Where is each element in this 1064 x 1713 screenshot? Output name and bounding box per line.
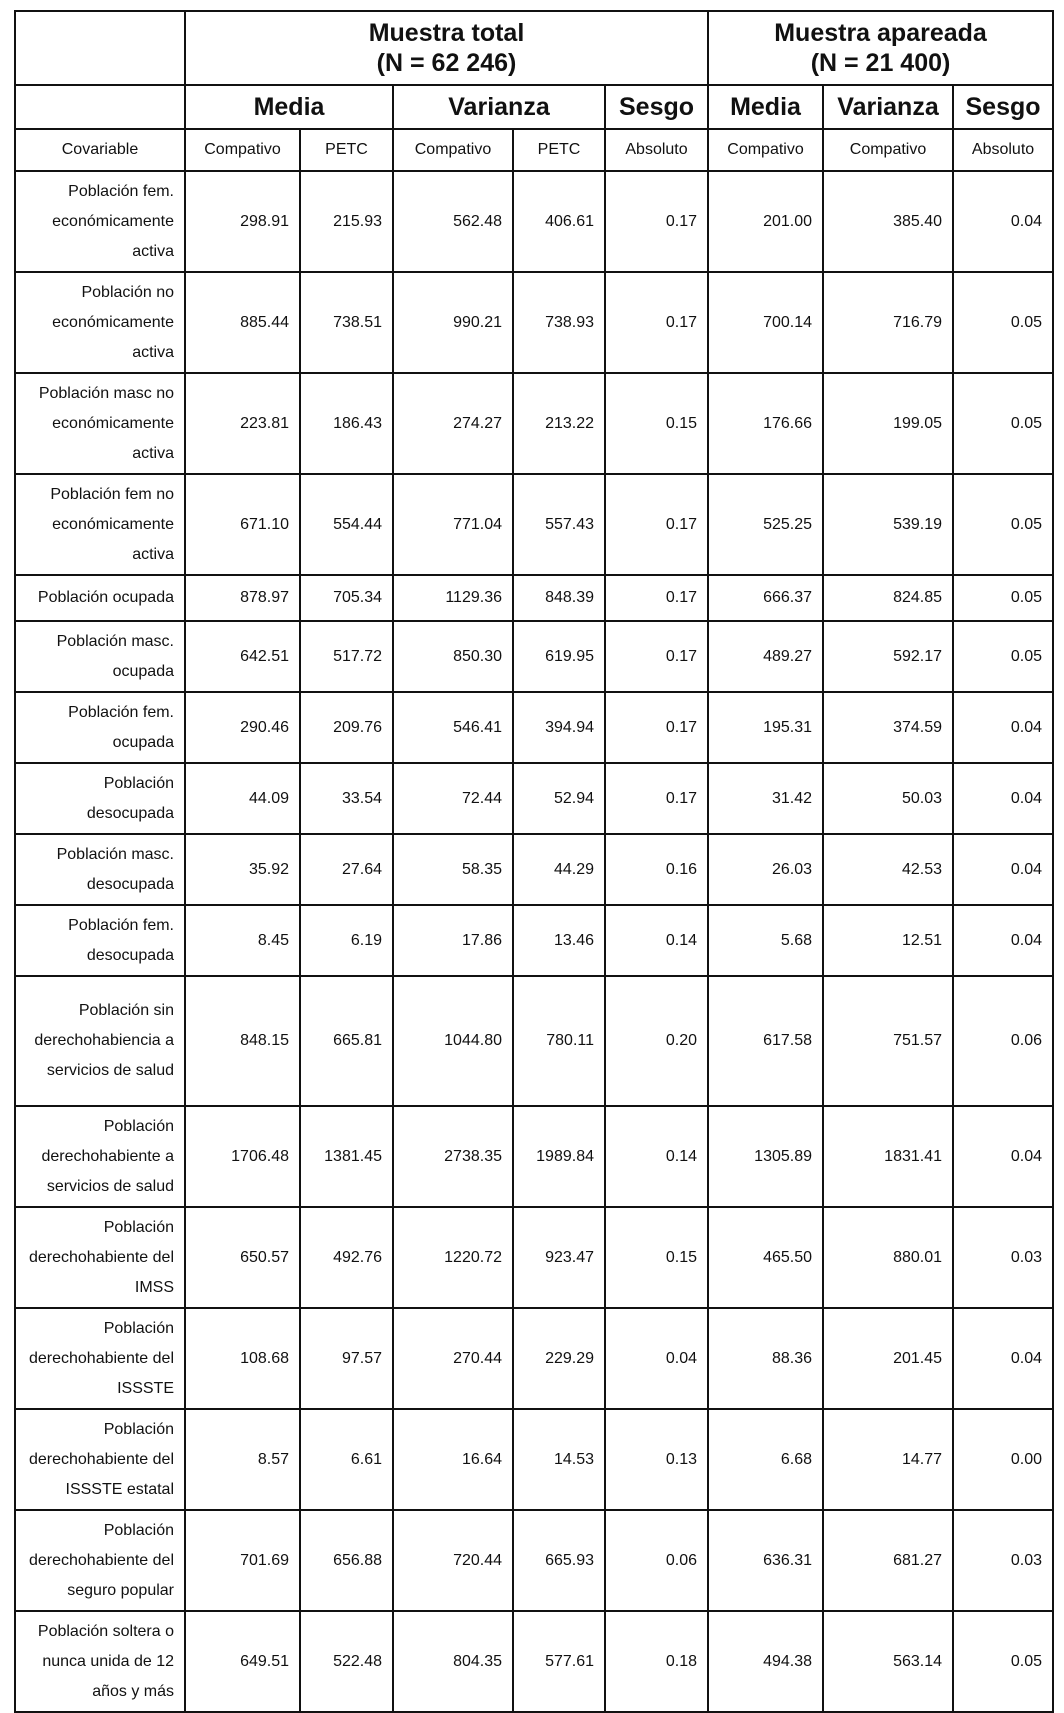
value-cell: 522.48 — [300, 1611, 393, 1712]
column-header: PETC — [513, 129, 605, 171]
covariate-label: Población desocupada — [15, 763, 185, 834]
column-header: Absoluto — [605, 129, 708, 171]
value-cell: 923.47 — [513, 1207, 605, 1308]
value-cell: 642.51 — [185, 621, 300, 692]
value-cell: 0.13 — [605, 1409, 708, 1510]
value-cell: 31.42 — [708, 763, 823, 834]
value-cell: 97.57 — [300, 1308, 393, 1409]
value-cell: 2738.35 — [393, 1106, 513, 1207]
value-cell: 705.34 — [300, 575, 393, 621]
value-cell: 1989.84 — [513, 1106, 605, 1207]
table-row — [15, 976, 1053, 1106]
value-cell: 0.14 — [605, 1106, 708, 1207]
value-cell: 0.06 — [605, 1510, 708, 1611]
value-cell: 58.35 — [393, 834, 513, 905]
column-header: Compativo — [823, 129, 953, 171]
value-cell: 406.61 — [513, 171, 605, 272]
value-cell: 804.35 — [393, 1611, 513, 1712]
value-cell: 0.20 — [605, 976, 708, 1106]
value-cell: 0.17 — [605, 763, 708, 834]
value-cell: 0.15 — [605, 373, 708, 474]
value-cell: 88.36 — [708, 1308, 823, 1409]
sub-header-media: Media — [185, 85, 393, 129]
table-row — [15, 1106, 1053, 1207]
value-cell: 562.48 — [393, 171, 513, 272]
value-cell: 0.06 — [953, 976, 1053, 1106]
value-cell: 700.14 — [708, 272, 823, 373]
value-cell: 8.57 — [185, 1409, 300, 1510]
value-cell: 44.09 — [185, 763, 300, 834]
value-cell: 17.86 — [393, 905, 513, 976]
value-cell: 563.14 — [823, 1611, 953, 1712]
table-row — [15, 1207, 1053, 1308]
value-cell: 0.04 — [953, 692, 1053, 763]
covariate-label: Población derechohabiente del ISSSTE estatal — [15, 1409, 185, 1510]
value-cell: 0.05 — [953, 272, 1053, 373]
value-cell: 1381.45 — [300, 1106, 393, 1207]
covariate-label: Población no económicamente activa — [15, 272, 185, 373]
table-row — [15, 905, 1053, 976]
covariate-label: Población masc. ocupada — [15, 621, 185, 692]
column-header: Compativo — [185, 129, 300, 171]
value-cell: 1044.80 — [393, 976, 513, 1106]
value-cell: 554.44 — [300, 474, 393, 575]
covariate-balance-table — [14, 10, 1054, 1713]
covariate-label: Población derechohabiente a servicios de salud — [15, 1106, 185, 1207]
value-cell: 656.88 — [300, 1510, 393, 1611]
covariate-label: Población ocupada — [15, 575, 185, 621]
value-cell: 850.30 — [393, 621, 513, 692]
value-cell: 298.91 — [185, 171, 300, 272]
value-cell: 0.17 — [605, 171, 708, 272]
covariate-label: Población derechohabiente del seguro popular — [15, 1510, 185, 1611]
value-cell: 72.44 — [393, 763, 513, 834]
column-header-row — [15, 129, 1053, 171]
value-cell: 0.14 — [605, 905, 708, 976]
table-row — [15, 1409, 1053, 1510]
table-row — [15, 1611, 1053, 1712]
column-header: Absoluto — [953, 129, 1053, 171]
value-cell: 577.61 — [513, 1611, 605, 1712]
value-cell: 751.57 — [823, 976, 953, 1106]
value-cell: 880.01 — [823, 1207, 953, 1308]
value-cell: 215.93 — [300, 171, 393, 272]
value-cell: 274.27 — [393, 373, 513, 474]
value-cell: 0.17 — [605, 621, 708, 692]
value-cell: 716.79 — [823, 272, 953, 373]
value-cell: 671.10 — [185, 474, 300, 575]
value-cell: 465.50 — [708, 1207, 823, 1308]
value-cell: 617.58 — [708, 976, 823, 1106]
value-cell: 50.03 — [823, 763, 953, 834]
value-cell: 44.29 — [513, 834, 605, 905]
value-cell: 27.64 — [300, 834, 393, 905]
value-cell: 209.76 — [300, 692, 393, 763]
value-cell: 0.05 — [953, 474, 1053, 575]
corner-cell — [15, 85, 185, 129]
value-cell: 848.39 — [513, 575, 605, 621]
value-cell: 824.85 — [823, 575, 953, 621]
value-cell: 0.04 — [953, 763, 1053, 834]
table-row — [15, 373, 1053, 474]
covariate-label: Población soltera o nunca unida de 12 años y más — [15, 1611, 185, 1712]
value-cell: 0.04 — [605, 1308, 708, 1409]
group-header-row — [15, 11, 1053, 85]
value-cell: 848.15 — [185, 976, 300, 1106]
table-row — [15, 1510, 1053, 1611]
value-cell: 780.11 — [513, 976, 605, 1106]
value-cell: 619.95 — [513, 621, 605, 692]
value-cell: 195.31 — [708, 692, 823, 763]
value-cell: 0.00 — [953, 1409, 1053, 1510]
value-cell: 492.76 — [300, 1207, 393, 1308]
value-cell: 525.25 — [708, 474, 823, 575]
value-cell: 0.17 — [605, 474, 708, 575]
group-title: Muestra total — [368, 19, 525, 47]
value-cell: 665.93 — [513, 1510, 605, 1611]
table-row — [15, 1308, 1053, 1409]
value-cell: 108.68 — [185, 1308, 300, 1409]
value-cell: 546.41 — [393, 692, 513, 763]
value-cell: 0.05 — [953, 575, 1053, 621]
value-cell: 592.17 — [823, 621, 953, 692]
value-cell: 0.05 — [953, 1611, 1053, 1712]
value-cell: 0.03 — [953, 1207, 1053, 1308]
value-cell: 738.51 — [300, 272, 393, 373]
value-cell: 990.21 — [393, 272, 513, 373]
value-cell: 8.45 — [185, 905, 300, 976]
value-cell: 186.43 — [300, 373, 393, 474]
value-cell: 0.18 — [605, 1611, 708, 1712]
value-cell: 13.46 — [513, 905, 605, 976]
value-cell: 42.53 — [823, 834, 953, 905]
value-cell: 701.69 — [185, 1510, 300, 1611]
table-body — [15, 171, 1053, 1712]
value-cell: 720.44 — [393, 1510, 513, 1611]
value-cell: 6.61 — [300, 1409, 393, 1510]
value-cell: 33.54 — [300, 763, 393, 834]
value-cell: 0.16 — [605, 834, 708, 905]
sub-header-media: Media — [708, 85, 823, 129]
covariate-label: Población derechohabiente del IMSS — [15, 1207, 185, 1308]
value-cell: 223.81 — [185, 373, 300, 474]
corner-cell — [15, 11, 185, 85]
value-cell: 885.44 — [185, 272, 300, 373]
table-row — [15, 171, 1053, 272]
column-header: Compativo — [708, 129, 823, 171]
value-cell: 489.27 — [708, 621, 823, 692]
value-cell: 6.68 — [708, 1409, 823, 1510]
sub-header-sesgo: Sesgo — [953, 85, 1053, 129]
value-cell: 557.43 — [513, 474, 605, 575]
value-cell: 26.03 — [708, 834, 823, 905]
value-cell: 385.40 — [823, 171, 953, 272]
column-header: Compativo — [393, 129, 513, 171]
value-cell: 0.03 — [953, 1510, 1053, 1611]
value-cell: 738.93 — [513, 272, 605, 373]
table-row — [15, 621, 1053, 692]
sub-header-sesgo: Sesgo — [605, 85, 708, 129]
value-cell: 5.68 — [708, 905, 823, 976]
value-cell: 52.94 — [513, 763, 605, 834]
value-cell: 1220.72 — [393, 1207, 513, 1308]
value-cell: 0.04 — [953, 1308, 1053, 1409]
sub-header-varianza: Varianza — [823, 85, 953, 129]
group-title: Muestra apareada — [774, 19, 987, 47]
covariate-label: Población fem no económicamente activa — [15, 474, 185, 575]
table-row — [15, 575, 1053, 621]
covariate-label: Población fem. económicamente activa — [15, 171, 185, 272]
value-cell: 517.72 — [300, 621, 393, 692]
value-cell: 14.53 — [513, 1409, 605, 1510]
value-cell: 0.04 — [953, 1106, 1053, 1207]
group-n: (N = 62 246) — [376, 49, 517, 77]
value-cell: 374.59 — [823, 692, 953, 763]
covariate-label: Población masc no económicamente activa — [15, 373, 185, 474]
value-cell: 270.44 — [393, 1308, 513, 1409]
value-cell: 229.29 — [513, 1308, 605, 1409]
value-cell: 681.27 — [823, 1510, 953, 1611]
value-cell: 771.04 — [393, 474, 513, 575]
value-cell: 199.05 — [823, 373, 953, 474]
column-header: PETC — [300, 129, 393, 171]
value-cell: 6.19 — [300, 905, 393, 976]
covariate-label: Población fem. ocupada — [15, 692, 185, 763]
value-cell: 650.57 — [185, 1207, 300, 1308]
value-cell: 12.51 — [823, 905, 953, 976]
value-cell: 0.17 — [605, 575, 708, 621]
covariate-label: Población fem. desocupada — [15, 905, 185, 976]
value-cell: 1831.41 — [823, 1106, 953, 1207]
table-row — [15, 272, 1053, 373]
covariate-label: Población masc. desocupada — [15, 834, 185, 905]
column-header: Covariable — [15, 129, 185, 171]
value-cell: 1706.48 — [185, 1106, 300, 1207]
table-row — [15, 474, 1053, 575]
value-cell: 666.37 — [708, 575, 823, 621]
value-cell: 665.81 — [300, 976, 393, 1106]
value-cell: 0.05 — [953, 621, 1053, 692]
table-row — [15, 692, 1053, 763]
value-cell: 14.77 — [823, 1409, 953, 1510]
value-cell: 16.64 — [393, 1409, 513, 1510]
value-cell: 201.00 — [708, 171, 823, 272]
value-cell: 1305.89 — [708, 1106, 823, 1207]
value-cell: 394.94 — [513, 692, 605, 763]
group-header-matched — [708, 11, 1053, 85]
value-cell: 539.19 — [823, 474, 953, 575]
value-cell: 0.04 — [953, 171, 1053, 272]
value-cell: 213.22 — [513, 373, 605, 474]
group-n: (N = 21 400) — [810, 49, 951, 77]
value-cell: 636.31 — [708, 1510, 823, 1611]
value-cell: 201.45 — [823, 1308, 953, 1409]
sub-header-varianza: Varianza — [393, 85, 605, 129]
value-cell: 649.51 — [185, 1611, 300, 1712]
covariate-label: Población sin derechohabiencia a servicios de salud — [15, 976, 185, 1106]
value-cell: 0.15 — [605, 1207, 708, 1308]
value-cell: 0.04 — [953, 905, 1053, 976]
sub-header-row — [15, 85, 1053, 129]
value-cell: 290.46 — [185, 692, 300, 763]
value-cell: 878.97 — [185, 575, 300, 621]
table-row — [15, 763, 1053, 834]
value-cell: 176.66 — [708, 373, 823, 474]
value-cell: 0.17 — [605, 272, 708, 373]
value-cell: 0.04 — [953, 834, 1053, 905]
value-cell: 35.92 — [185, 834, 300, 905]
value-cell: 1129.36 — [393, 575, 513, 621]
value-cell: 494.38 — [708, 1611, 823, 1712]
value-cell: 0.17 — [605, 692, 708, 763]
covariate-label: Población derechohabiente del ISSSTE — [15, 1308, 185, 1409]
group-header-total — [185, 11, 708, 85]
value-cell: 0.05 — [953, 373, 1053, 474]
table-row — [15, 834, 1053, 905]
